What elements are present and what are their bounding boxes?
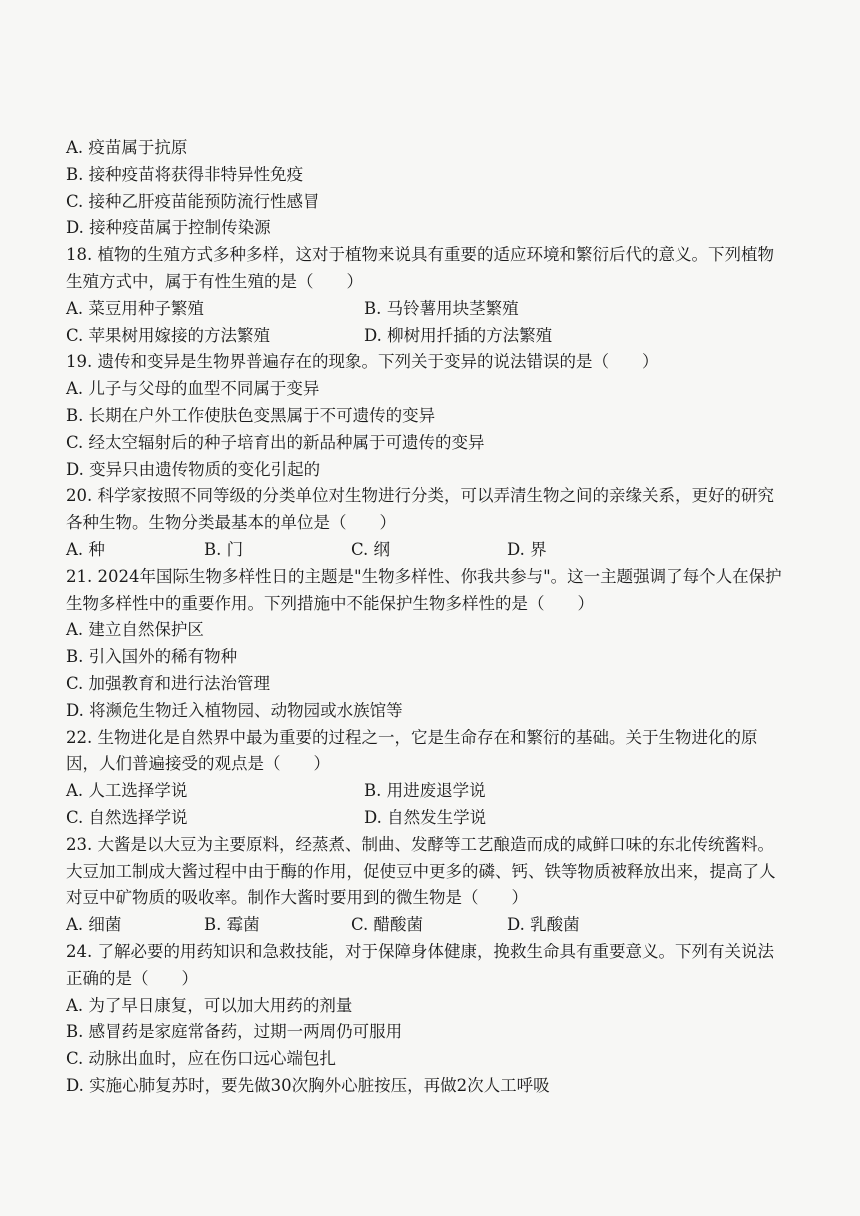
q21-option-b: B. 引入国外的稀有物种 (66, 647, 238, 667)
q21-option-d: D. 将濒危生物迁入植物园、动物园或水族馆等 (66, 700, 403, 720)
question-20 (66, 483, 786, 563)
q18-options (66, 296, 786, 350)
q22-option-d: D. 自然发生学说 (364, 807, 487, 827)
q17-option-b: B. 接种疫苗将获得非特异性免疫 (66, 164, 304, 184)
q24-option-a: A. 为了早日康复，可以加大用药的剂量 (66, 995, 353, 1015)
q21-option-a: A. 建立自然保护区 (66, 620, 204, 640)
question-list (66, 135, 786, 1100)
question-22 (66, 725, 786, 832)
q23-options (66, 912, 786, 939)
q23-option-c: C. 醋酸菌 (351, 915, 424, 935)
q19-option-a: A. 儿子与父母的血型不同属于变异 (66, 379, 320, 399)
q22-option-b: B. 用进废退学说 (364, 781, 486, 801)
q20-option-b: B. 门 (204, 539, 244, 559)
q24-option-d: D. 实施心肺复苏时，要先做30次胸外心脏按压，再做2次人工呼吸 (66, 1075, 550, 1095)
question-19 (66, 349, 786, 483)
q19-option-b: B. 长期在户外工作使肤色变黑属于不可遗传的变异 (66, 405, 436, 425)
q22-options (66, 778, 786, 832)
q23-stem: 23. 大酱是以大豆为主要原料，经蒸煮、制曲、发酵等工艺酿造而成的咸鲜口味的东北传统酱料。大豆加工制成大酱过程中由于酶的作用，促使豆中更多的磷、钙、铁等物质被释放出来，提高了人对豆中矿物质的吸收率。制作大酱时要用到的微生物是（ ） (66, 834, 776, 908)
question-17-options (66, 135, 786, 242)
q24-option-b: B. 感冒药是家庭常备药，过期一两周仍可服用 (66, 1022, 403, 1042)
q23-option-b: B. 霉菌 (204, 915, 260, 935)
q21-stem: 21. 2024年国际生物多样性日的主题是"生物多样性、你我共参与"。这一主题强调了每个人在保护生物多样性中的重要作用。下列措施中不能保护生物多样性的是（ ） (66, 566, 782, 613)
q22-option-c: C. 自然选择学说 (66, 807, 188, 827)
q17-option-d: D. 接种疫苗属于控制传染源 (66, 218, 271, 238)
q18-stem: 18. 植物的生殖方式多种多样，这对于植物来说具有重要的适应环境和繁衍后代的意义。下列植物生殖方式中，属于有性生殖的是（ ） (66, 245, 774, 291)
q18-option-c: C. 苹果树用嫁接的方法繁殖 (66, 325, 271, 345)
q24-stem: 24. 了解必要的用药知识和急救技能，对于保障身体健康，挽救生命具有重要意义。下列有关说法正确的是（ ） (66, 941, 774, 988)
q17-option-c: C. 接种乙肝疫苗能预防流行性感冒 (66, 191, 320, 211)
q18-option-d: D. 柳树用扦插的方法繁殖 (364, 325, 553, 345)
q19-option-d: D. 变异只由遗传物质的变化引起的 (66, 459, 321, 479)
q22-stem: 22. 生物进化是自然界中最为重要的过程之一，它是生命存在和繁衍的基础。关于生物进化的原因，人们普遍接受的观点是（ ） (66, 727, 758, 774)
q18-option-b: B. 马铃薯用块茎繁殖 (364, 298, 519, 318)
q20-stem: 20. 科学家按照不同等级的分类单位对生物进行分类，可以弄清生物之间的亲缘关系，更好的研究各种生物。生物分类最基本的单位是（ ） (66, 486, 774, 533)
q20-option-c: C. 纲 (351, 539, 391, 559)
q23-option-d: D. 乳酸菌 (507, 915, 580, 935)
q21-option-c: C. 加强教育和进行法治管理 (66, 673, 271, 693)
q20-option-d: D. 界 (507, 539, 547, 559)
question-23 (66, 832, 786, 939)
question-24 (66, 939, 786, 1100)
q22-option-a: A. 人工选择学说 (66, 781, 188, 801)
question-21 (66, 564, 786, 725)
q20-options (66, 537, 786, 564)
q17-option-a: A. 疫苗属于抗原 (66, 138, 188, 157)
q20-option-a: A. 种 (66, 539, 105, 559)
q23-option-a: A. 细菌 (66, 915, 122, 935)
q19-stem: 19. 遗传和变异是生物界普遍存在的现象。下列关于变异的说法错误的是（ ） (66, 352, 659, 372)
question-18 (66, 242, 786, 349)
q18-option-a: A. 菜豆用种子繁殖 (66, 298, 204, 318)
q19-option-c: C. 经太空辐射后的种子培育出的新品种属于可遗传的变异 (66, 432, 485, 452)
q24-option-c: C. 动脉出血时，应在伤口远心端包扎 (66, 1049, 337, 1069)
